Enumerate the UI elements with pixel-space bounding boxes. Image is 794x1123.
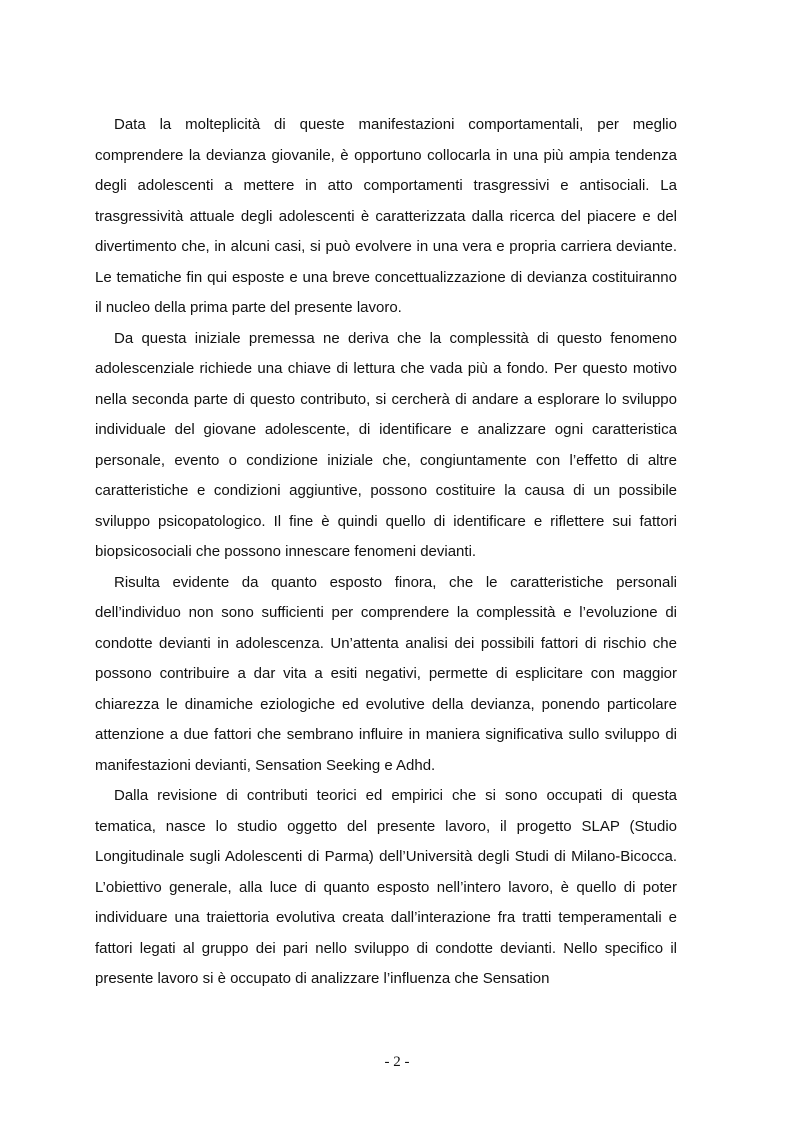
body-text xyxy=(95,110,677,995)
page-number: - 2 - xyxy=(384,1054,410,1070)
paragraph-3: Risulta evidente da quanto esposto finora, che le caratteristiche personali dell’individuo non sono sufficienti per comprendere la complessità e l’evoluzione di condotte devianti in adolescenza. Un’attenta analisi dei possibili fattori di rischio che possono contribuire a dar vita a esiti negativi, permette di esplicitare con maggior chiarezza le dinamiche eziologiche ed evolutive della devianza, ponendo particolare attenzione a due fattori che sembrano influire in maniera significativa sullo sviluppo di manifestazioni devianti, Sensation Seeking e Adhd. xyxy=(95,573,677,774)
paragraph-2: Da questa iniziale premessa ne deriva che la complessità di questo fenomeno adolescenziale richiede una chiave di lettura che vada più a fondo. Per questo motivo nella seconda parte di questo contributo, si cercherà di andare a esplorare lo sviluppo individuale del giovane adolescente, di identificare e analizzare ogni caratteristica personale, evento o condizione iniziale che, congiuntamente con l’effetto di altre caratteristiche e condizioni aggiuntive, possono costituire la causa di un possibile sviluppo psicopatologico. Il fine è quindi quello di identificare e riflettere sui fattori biopsicosociali che possono innescare fenomeni devianti. xyxy=(95,329,677,560)
paragraph-1: Data la molteplicità di queste manifestazioni comportamentali, per meglio comprendere la devianza giovanile, è opportuno collocarla in una più ampia tendenza degli adolescenti a mettere in atto comportamenti trasgressivi e antisociali. La trasgressività attuale degli adolescenti è caratterizzata dalla ricerca del piacere e del divertimento che, in alcuni casi, si può evolvere in una vera e propria carriera deviante. Le tematiche fin qui esposte e una breve concettualizzazione di devianza costituiranno il nucleo della prima parte del presente lavoro. xyxy=(95,116,677,316)
paragraph-4: Dalla revisione di contributi teorici ed empirici che si sono occupati di questa tematica, nasce lo studio oggetto del presente lavoro, il progetto SLAP (Studio Longitudinale sugli Adolescenti di Parma) dell’Università degli Studi di Milano-Bicocca. L’obiettivo generale, alla luce di quanto esposto nell’intero lavoro, è quello di poter individuare una traiettoria evolutiva creata dall’interazione fra tratti temperamentali e fattori legati al gruppo dei pari nello sviluppo di condotte devianti. Nello specifico il presente lavoro si è occupato di analizzare l’influenza che Sensation xyxy=(95,787,677,987)
